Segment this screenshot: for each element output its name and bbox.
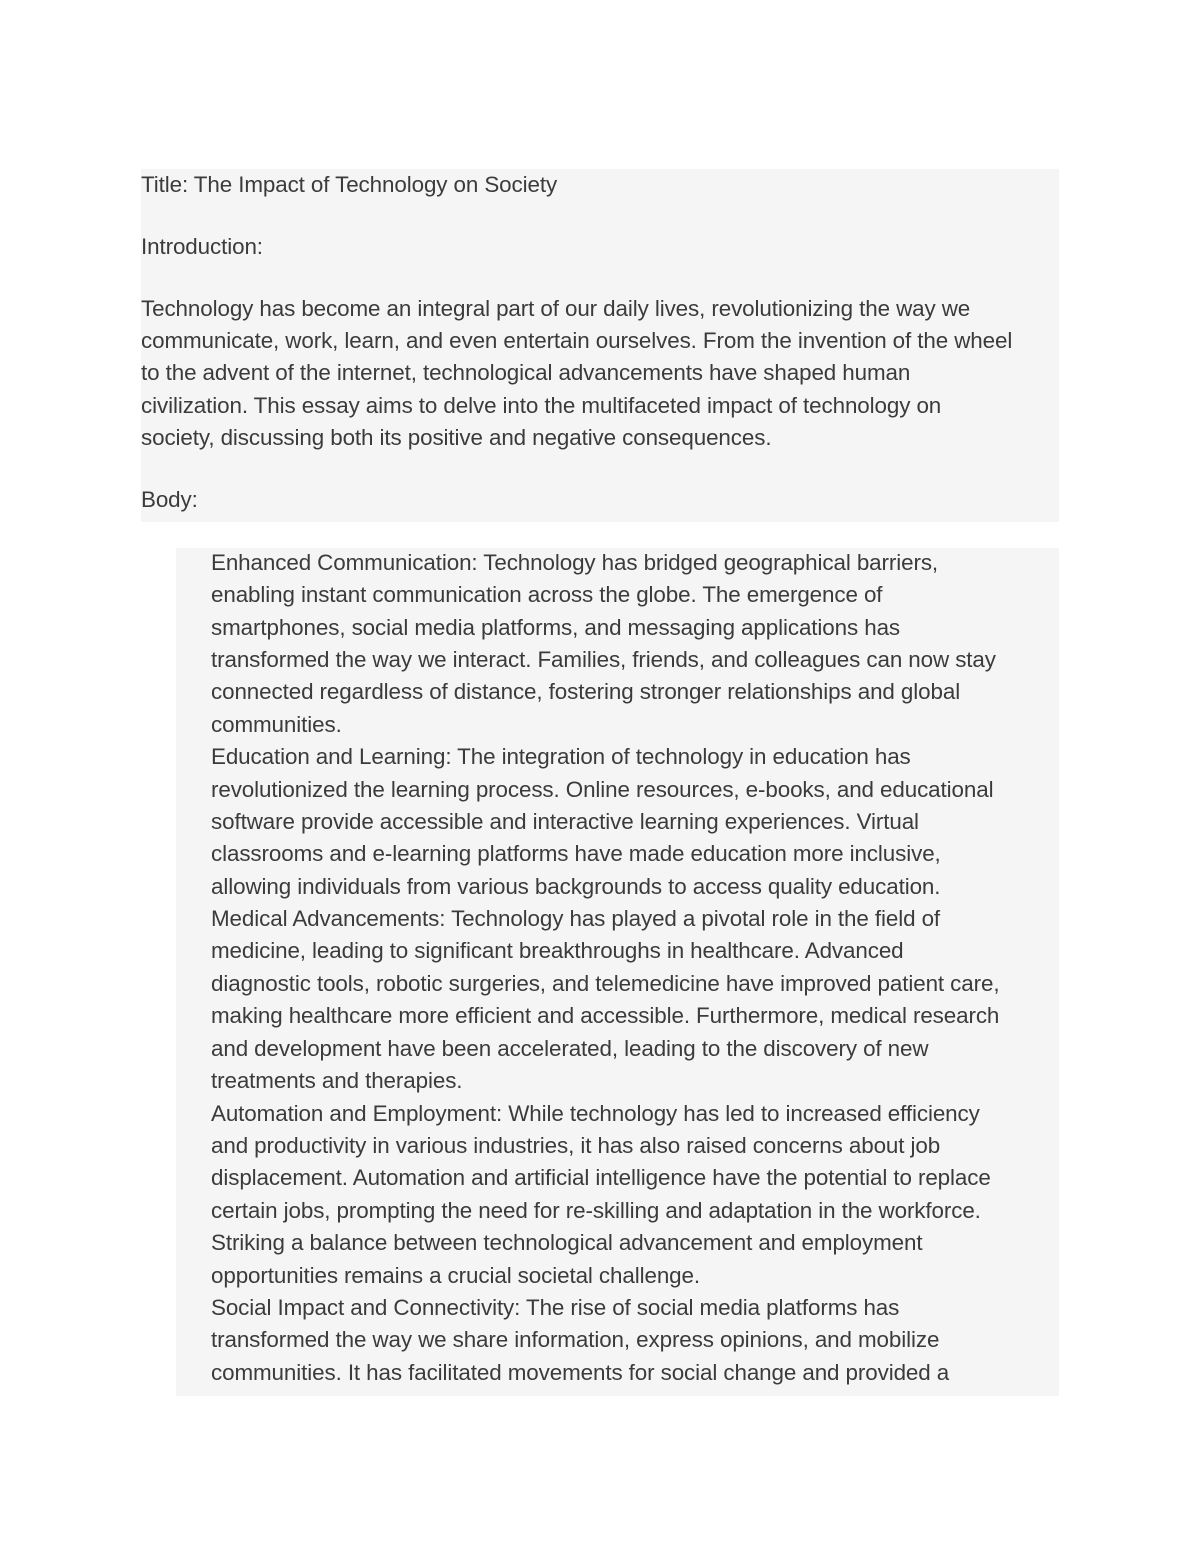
essay-title: Title: The Impact of Technology on Society [141,172,558,197]
body-line: transformed the way we interact. Families, friends, and colleagues can now stay [211,647,996,672]
body-line: revolutionized the learning process. Online resources, e-books, and educational [211,777,994,802]
body-line: Striking a balance between technological advancement and employment [211,1230,923,1255]
body-line: certain jobs, prompting the need for re-skilling and adaptation in the workforce. [211,1198,981,1223]
body-line: diagnostic tools, robotic surgeries, and telemedicine have improved patient care, [211,971,1000,996]
body-line: transformed the way we share information, express opinions, and mobilize [211,1327,940,1352]
body-line: Education and Learning: The integration of technology in education has [211,744,911,769]
intro-line: civilization. This essay aims to delve into the multifaceted impact of technology on [141,393,942,418]
body-line: Automation and Employment: While technology has led to increased efficiency [211,1101,980,1126]
body-heading: Body: [141,487,198,512]
body-line: medicine, leading to significant breakthroughs in healthcare. Advanced [211,938,904,963]
body-line: smartphones, social media platforms, and messaging applications has [211,615,901,640]
body-line: opportunities remains a crucial societal challenge. [211,1263,701,1288]
intro-line: Technology has become an integral part of our daily lives, revolutionizing the way we [141,296,971,321]
intro-line: communicate, work, learn, and even entertain ourselves. From the invention of the wheel [141,328,1013,353]
body-line: Enhanced Communication: Technology has bridged geographical barriers, [211,550,939,575]
body-line: Medical Advancements: Technology has played a pivotal role in the field of [211,906,941,931]
body-line: connected regardless of distance, fostering stronger relationships and global [211,679,961,704]
body-line: and development have been accelerated, leading to the discovery of new [211,1036,929,1061]
body-line: classrooms and e-learning platforms have made education more inclusive, [211,841,941,866]
intro-line: society, discussing both its positive and negative consequences. [141,425,772,450]
intro-line: to the advent of the internet, technological advancements have shaped human [141,360,911,385]
body-line: software provide accessible and interactive learning experiences. Virtual [211,809,919,834]
body-line: and productivity in various industries, it has also raised concerns about job [211,1133,941,1158]
body-line: enabling instant communication across the globe. The emergence of [211,582,883,607]
body-line: displacement. Automation and artificial intelligence have the potential to replace [211,1165,991,1190]
body-line: communities. [211,712,342,737]
body-line: Social Impact and Connectivity: The rise of social media platforms has [211,1295,900,1320]
body-line: communities. It has facilitated movements for social change and provided a [211,1360,950,1385]
body-line: allowing individuals from various backgrounds to access quality education. [211,874,941,899]
body-line: making healthcare more efficient and accessible. Furthermore, medical research [211,1003,1000,1028]
intro-heading: Introduction: [141,234,263,259]
body-line: treatments and therapies. [211,1068,463,1093]
